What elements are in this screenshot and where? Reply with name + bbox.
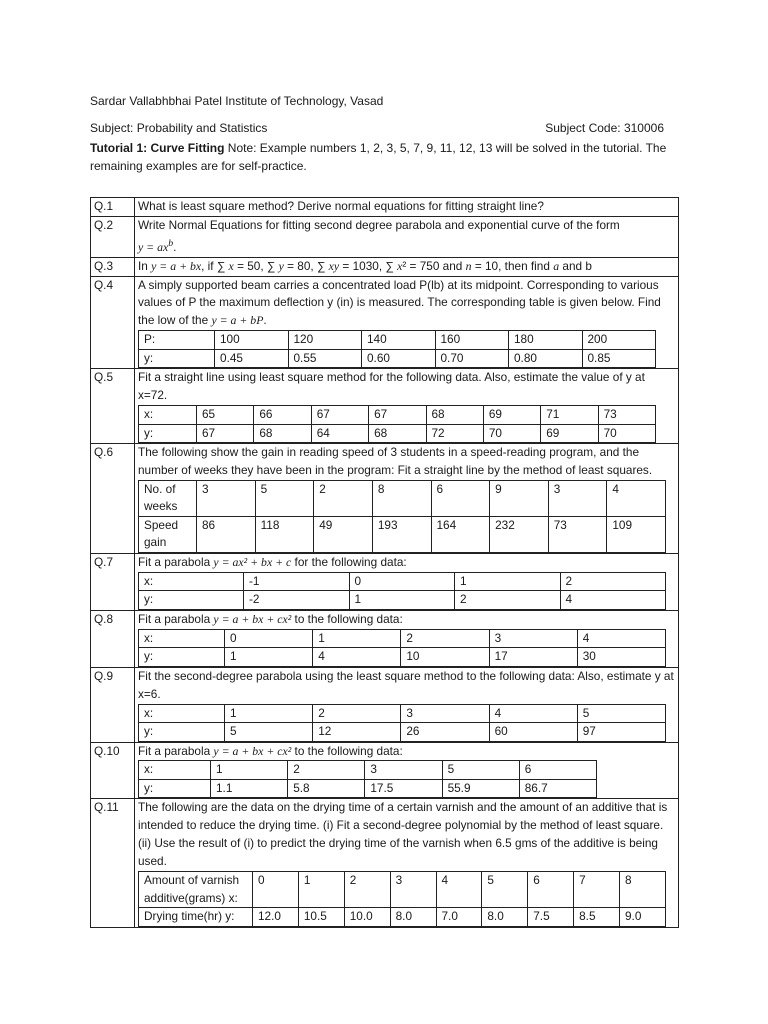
data-cell: 73 [548, 516, 607, 552]
data-cell: 10 [401, 648, 489, 667]
text-fragment: Fit a parabola [138, 611, 214, 626]
question-number: Q.3 [91, 257, 135, 276]
text-fragment: = 1030, ∑ [339, 258, 398, 273]
data-row [139, 648, 666, 667]
question-row-9 [91, 667, 679, 742]
data-row [139, 723, 666, 742]
data-cell: 70 [483, 424, 540, 443]
data-cell: 2 [314, 480, 373, 516]
text-fragment: = 50, ∑ [233, 258, 279, 273]
question-text [138, 743, 675, 761]
question-row-11 [91, 799, 679, 927]
data-cell: x: [139, 629, 225, 648]
question-body [135, 742, 679, 799]
data-cell: 30 [577, 648, 665, 667]
data-cell: 0 [225, 629, 313, 648]
text-fragment: ² = 750 and [402, 258, 466, 273]
data-table [138, 330, 656, 368]
data-row [139, 349, 656, 368]
equation: y = ax [138, 239, 169, 254]
text-fragment: and b [559, 258, 592, 273]
question-text: What is least square method? Derive normal equations for fitting straight line? [135, 198, 679, 217]
data-cell: 5 [255, 480, 314, 516]
data-row [139, 779, 597, 798]
data-row [139, 629, 666, 648]
data-row [139, 591, 666, 610]
text-fragment: Fit a parabola [138, 743, 214, 758]
data-cell: 1 [298, 872, 344, 908]
equation: y = a + bP [211, 313, 264, 328]
equation: y = a + bx + cx² [213, 743, 292, 758]
data-row [139, 480, 666, 516]
text-fragment: . [263, 313, 267, 328]
data-cell: 17 [489, 648, 577, 667]
data-cell: 2 [401, 629, 489, 648]
data-cell: 68 [426, 406, 483, 425]
data-cell: 3 [365, 761, 442, 780]
data-cell: 7.0 [436, 908, 482, 927]
text-fragment: Write Normal Equations for fitting second degree parabola and exponential curve of the form [138, 217, 620, 232]
text-fragment: to the following data: [291, 611, 403, 626]
question-number: Q.2 [91, 216, 135, 257]
data-cell: 67 [311, 406, 368, 425]
math-symbol: y [278, 258, 284, 273]
question-number: Q.7 [91, 553, 135, 610]
data-cell: 1 [225, 648, 313, 667]
question-body [135, 667, 679, 742]
data-cell: 4 [560, 591, 666, 610]
data-cell: P: [139, 331, 215, 350]
data-cell: 0.80 [509, 349, 583, 368]
data-cell: 86.7 [519, 779, 596, 798]
subject-code: Subject Code: 310006 [545, 121, 664, 135]
data-cell: 3 [489, 629, 577, 648]
data-cell: y: [139, 779, 211, 798]
data-cell: 118 [255, 516, 314, 552]
math-symbol: n [465, 258, 472, 273]
data-cell: 86 [197, 516, 256, 552]
question-row-7 [91, 553, 679, 610]
data-cell: 8.0 [390, 908, 436, 927]
subject-name: Subject: Probability and Statistics [90, 121, 268, 135]
text-fragment: A simply supported beam carries a concentrated load P(lb) at its midpoint. Corresponding to various values of P the maximum deflection y (in) is measured. The corresponding table is given below. Find the low of the [138, 277, 661, 328]
data-cell: 5 [225, 723, 313, 742]
data-cell: 1 [455, 572, 561, 591]
data-cell: 69 [483, 406, 540, 425]
data-cell: 2 [455, 591, 561, 610]
data-row [139, 572, 666, 591]
data-row [139, 704, 666, 723]
data-table [138, 480, 666, 553]
data-cell: 71 [541, 406, 598, 425]
question-body [135, 799, 679, 927]
question-body [135, 444, 679, 554]
data-row [139, 516, 666, 552]
data-row [139, 424, 656, 443]
data-cell: 97 [577, 723, 665, 742]
data-cell: 72 [426, 424, 483, 443]
text-fragment: to the following data: [291, 743, 403, 758]
question-row-4 [91, 276, 679, 369]
data-cell: 3 [390, 872, 436, 908]
question-number: Q.11 [91, 799, 135, 927]
data-table [138, 704, 666, 742]
data-table [138, 405, 656, 443]
data-cell: 2 [288, 761, 365, 780]
data-cell: 0 [349, 572, 455, 591]
data-table [138, 760, 597, 798]
data-cell: y: [139, 723, 225, 742]
data-cell: 8.5 [574, 908, 620, 927]
data-cell: 232 [490, 516, 549, 552]
data-cell: 0.85 [582, 349, 656, 368]
question-number: Q.6 [91, 444, 135, 554]
data-row [139, 872, 666, 908]
math-symbol: a [553, 258, 560, 273]
data-cell: 12.0 [253, 908, 299, 927]
data-cell: 164 [431, 516, 490, 552]
data-cell: 7.5 [528, 908, 574, 927]
data-cell: x: [139, 406, 197, 425]
data-cell: 1.1 [211, 779, 288, 798]
data-cell: 0 [253, 872, 299, 908]
equation: y = a + bx + cx² [213, 611, 292, 626]
text-fragment: = 10, then find [471, 258, 554, 273]
data-cell: 66 [254, 406, 311, 425]
data-cell: 68 [369, 424, 426, 443]
data-cell: 4 [313, 648, 401, 667]
data-cell: 17.5 [365, 779, 442, 798]
data-cell: 0.60 [362, 349, 436, 368]
question-row-2 [91, 216, 679, 257]
data-cell: 0.55 [288, 349, 362, 368]
data-cell: 193 [372, 516, 431, 552]
data-cell: 60 [489, 723, 577, 742]
data-cell: 65 [197, 406, 254, 425]
data-cell: 69 [541, 424, 598, 443]
data-table [138, 572, 666, 610]
questions-table [90, 197, 679, 928]
question-row-6 [91, 444, 679, 554]
text-fragment: for the following data: [291, 554, 407, 569]
tutorial-title: Tutorial 1: Curve Fitting [90, 141, 225, 155]
data-cell: 100 [215, 331, 289, 350]
data-cell: 49 [314, 516, 373, 552]
question-body [135, 369, 679, 444]
data-cell: 70 [598, 424, 655, 443]
text-fragment: . [173, 239, 177, 254]
equation: y = ax² + bx + c [213, 554, 292, 569]
data-row [139, 908, 666, 927]
data-cell: 9.0 [620, 908, 666, 927]
data-cell: Amount of varnish additive(grams) x: [139, 872, 253, 908]
data-cell: Speed gain [139, 516, 197, 552]
data-cell: 0.70 [435, 349, 509, 368]
question-row-3 [91, 257, 679, 276]
data-row [139, 761, 597, 780]
data-cell: No. of weeks [139, 480, 197, 516]
data-cell: y: [139, 349, 215, 368]
data-cell: x: [139, 761, 211, 780]
math-symbol: x [397, 258, 403, 273]
data-cell: 3 [197, 480, 256, 516]
data-cell: 1 [225, 704, 313, 723]
tutorial-note [90, 139, 670, 175]
question-number: Q.9 [91, 667, 135, 742]
data-cell: 2 [313, 704, 401, 723]
question-text: Fit a straight line using least square method for the following data. Also, estimate the value of y at x=72. [138, 370, 645, 403]
data-cell: 68 [254, 424, 311, 443]
question-text [135, 216, 679, 257]
equation: y = a + bx [151, 258, 202, 273]
data-cell: y: [139, 424, 197, 443]
institute-name: Sardar Vallabhbhai Patel Institute of Technology, Vasad [90, 94, 384, 108]
math-symbol: x [228, 258, 234, 273]
data-cell: x: [139, 704, 225, 723]
data-cell: 3 [401, 704, 489, 723]
data-table [138, 871, 666, 927]
data-cell: 12 [313, 723, 401, 742]
data-cell: 180 [509, 331, 583, 350]
data-cell: 67 [369, 406, 426, 425]
text-fragment: = 80, ∑ [283, 258, 329, 273]
question-text: The following are the data on the drying time of a certain varnish and the amount of an additive that is intended to reduce the drying time. (i) Fit a second-degree polynomial by the method of least square. (ii) Use the result of (i) to predict the drying time of the varnish when 6.5 gms of the additive is being used. [138, 800, 668, 869]
data-cell: 160 [435, 331, 509, 350]
data-cell: 0.45 [215, 349, 289, 368]
data-cell: 4 [436, 872, 482, 908]
data-cell: 1 [349, 591, 455, 610]
data-cell: 120 [288, 331, 362, 350]
data-cell: x: [139, 572, 244, 591]
data-cell: 140 [362, 331, 436, 350]
text-fragment: In [138, 258, 152, 273]
data-cell: 1 [211, 761, 288, 780]
text-fragment: Fit a parabola [138, 554, 214, 569]
question-row-10 [91, 742, 679, 799]
data-cell: 1 [313, 629, 401, 648]
question-text: Fit the second-degree parabola using the least square method to the following data: Also, estimate y at x=6. [138, 668, 674, 701]
question-number: Q.5 [91, 369, 135, 444]
data-cell: -1 [244, 572, 350, 591]
data-cell: 200 [582, 331, 656, 350]
question-row-1 [91, 198, 679, 217]
data-cell: 109 [607, 516, 666, 552]
data-row [139, 406, 656, 425]
data-cell: 7 [574, 872, 620, 908]
math-symbol: xy [328, 258, 340, 273]
data-cell: 4 [489, 704, 577, 723]
question-row-5 [91, 369, 679, 444]
data-cell: 4 [607, 480, 666, 516]
data-cell: 26 [401, 723, 489, 742]
data-cell: 8.0 [482, 908, 528, 927]
question-text [138, 611, 675, 629]
tutorial-instructions: Note: Example numbers 1, 2, 3, 5, 7, 9, 11, 12, 13 will be solved in the tutorial. The remaining examples are for self-practice. [90, 141, 667, 173]
question-number: Q.8 [91, 610, 135, 667]
data-table [138, 629, 666, 667]
question-row-8 [91, 610, 679, 667]
question-text [135, 257, 679, 276]
question-body [135, 276, 679, 369]
data-cell: 5 [482, 872, 528, 908]
question-text [138, 554, 675, 572]
data-cell: 73 [598, 406, 655, 425]
math-symbol: b [168, 237, 174, 249]
question-number: Q.10 [91, 742, 135, 799]
data-cell: 10.5 [298, 908, 344, 927]
question-text [138, 277, 675, 331]
data-cell: 67 [197, 424, 254, 443]
question-body [135, 553, 679, 610]
question-text: The following show the gain in reading speed of 3 students in a speed-reading program, and the number of weeks they have been in the program: Fit a straight line by the method of least squares. [138, 445, 653, 477]
data-cell: 8 [372, 480, 431, 516]
data-cell: 64 [311, 424, 368, 443]
data-cell: -2 [244, 591, 350, 610]
data-cell: Drying time(hr) y: [139, 908, 253, 927]
question-number: Q.1 [91, 198, 135, 217]
data-cell: 9 [490, 480, 549, 516]
data-cell: 6 [528, 872, 574, 908]
data-cell: 3 [548, 480, 607, 516]
data-cell: 5.8 [288, 779, 365, 798]
data-cell: 2 [560, 572, 666, 591]
data-cell: 4 [577, 629, 665, 648]
data-cell: y: [139, 648, 225, 667]
data-cell: 2 [344, 872, 390, 908]
data-cell: 5 [577, 704, 665, 723]
data-cell: 6 [431, 480, 490, 516]
question-number: Q.4 [91, 276, 135, 369]
data-cell: 8 [620, 872, 666, 908]
data-cell: 55.9 [442, 779, 519, 798]
question-body [135, 610, 679, 667]
data-cell: y: [139, 591, 244, 610]
data-cell: 6 [519, 761, 596, 780]
data-cell: 5 [442, 761, 519, 780]
text-fragment: , if ∑ [201, 258, 229, 273]
data-cell: 10.0 [344, 908, 390, 927]
data-row [139, 331, 656, 350]
